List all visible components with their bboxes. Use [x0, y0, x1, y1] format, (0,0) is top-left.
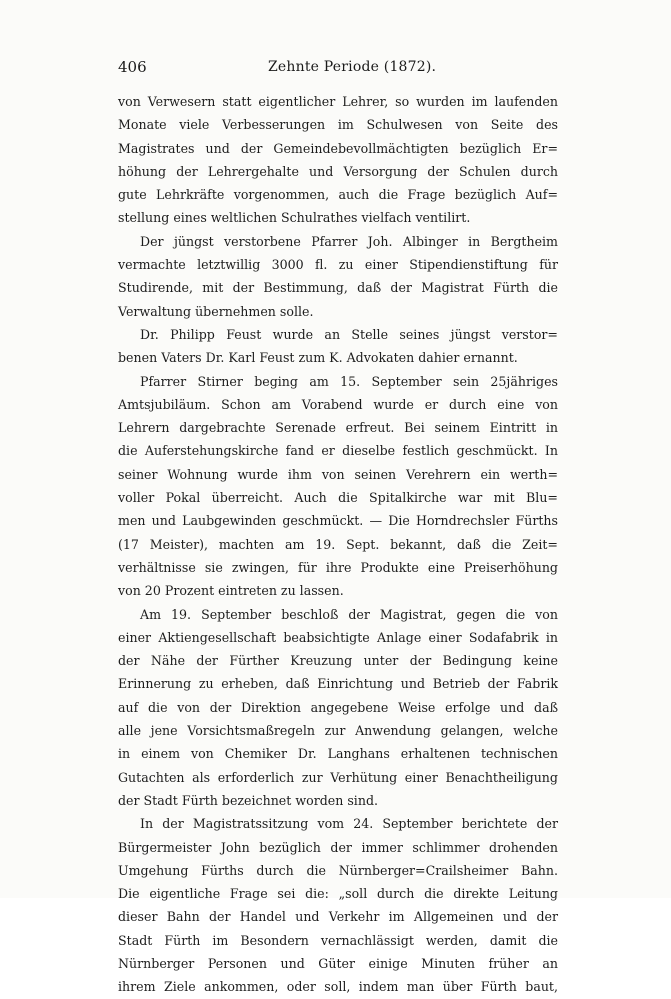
text-line: Nürnberger Personen und Güter einige Minuten früher an [118, 955, 558, 971]
text-line: verhältnisse sie zwingen, für ihre Produkte eine Preiserhöhung [118, 559, 558, 575]
text-line: auf die von der Direktion angegebene Weise erfolge und daß [118, 699, 558, 715]
body-text [118, 90, 558, 999]
text-line: Gutachten als erforderlich zur Verhütung einer Benachtheiligung [118, 769, 558, 785]
text-line: Erinnerung zu erheben, daß Einrichtung und Betrieb der Fabrik [118, 676, 558, 692]
text-line: Stadt Fürth im Besondern vernachlässigt werden, damit die [118, 932, 558, 948]
text-line: von 20 Prozent eintreten zu lassen. [118, 583, 344, 599]
text-line: stellung eines weltlichen Schulrathes vielfach ventilirt. [118, 210, 471, 226]
text-line: seiner Wohnung wurde ihm von seinen Verehrern ein werth= [118, 466, 558, 482]
text-line: Lehrern dargebrachte Serenade erfreut. Bei seinem Eintritt in [118, 420, 558, 436]
text-line: ihrem Ziele ankommen, oder soll, indem man über Fürth baut, [118, 979, 558, 995]
text-line: der Stadt Fürth bezeichnet worden sind. [118, 792, 379, 808]
page-number: 406 [118, 58, 147, 76]
page-header [118, 58, 558, 78]
text-line: Der jüngst verstorbene Pfarrer Joh. Albinger in Bergtheim [140, 233, 558, 249]
text-line: In der Magistratssitzung vom 24. September berichtete der [140, 816, 558, 832]
text-line: von Verwesern statt eigentlicher Lehrer, so wurden im laufenden [118, 94, 558, 109]
text-line: Am 19. September beschloß der Magistrat, gegen die von [140, 606, 558, 622]
text-line: Magistrates und der Gemeindebevollmächtigten bezüglich Er= [118, 140, 558, 156]
text-line: benen Vaters Dr. Karl Feust zum K. Advokaten dahier ernannt. [118, 350, 518, 366]
text-line: vermachte letztwillig 3000 fl. zu einer Stipendienstiftung für [118, 257, 558, 273]
text-line: Umgehung Fürths durch die Nürnberger=Crailsheimer Bahn. [118, 862, 558, 878]
text-line: Die eigentliche Frage sei die: „soll durch die direkte Leitung [118, 886, 558, 902]
text-line: gute Lehrkräfte vorgenommen, auch die Frage bezüglich Auf= [118, 187, 558, 203]
text-line: Studirende, mit der Bestimmung, daß der Magistrat Fürth die [118, 280, 558, 296]
text-line: men und Laubgewinden geschmückt. — Die Horndrechsler Fürths [118, 513, 558, 529]
text-line: in einem von Chemiker Dr. Langhans erhaltenen technischen [118, 746, 558, 762]
text-line: der Nähe der Fürther Kreuzung unter der Bedingung keine [118, 653, 558, 669]
text-line: alle jene Vorsichtsmaßregeln zur Anwendung gelangen, welche [118, 723, 558, 739]
text-line: Dr. Philipp Feust wurde an Stelle seines jüngst verstor= [140, 326, 558, 342]
text-line: voller Pokal überreicht. Auch die Spitalkirche war mit Blu= [118, 490, 558, 506]
text-line: höhung der Lehrergehalte und Versorgung der Schulen durch [118, 163, 558, 179]
text-line: die Auferstehungskirche fand er dieselbe festlich geschmückt. In [118, 443, 558, 459]
text-line: (17 Meister), machten am 19. Sept. bekannt, daß die Zeit= [118, 536, 558, 552]
text-line: Monate viele Verbesserungen im Schulwesen von Seite des [118, 117, 558, 133]
text-line: Amtsjubiläum. Schon am Vorabend wurde er durch eine von [118, 396, 558, 412]
text-line: Pfarrer Stirner beging am 15. September sein 25jähriges [140, 373, 558, 389]
running-head: Zehnte Periode (1872). [268, 59, 437, 75]
text-line: Bürgermeister John bezüglich der immer schlimmer drohenden [118, 839, 558, 855]
text-line: einer Aktiengesellschaft beabsichtigte Anlage einer Sodafabrik in [118, 629, 558, 645]
text-line: Verwaltung übernehmen solle. [118, 303, 314, 319]
text-line: dieser Bahn der Handel und Verkehr im Allgemeinen und der [118, 909, 558, 925]
